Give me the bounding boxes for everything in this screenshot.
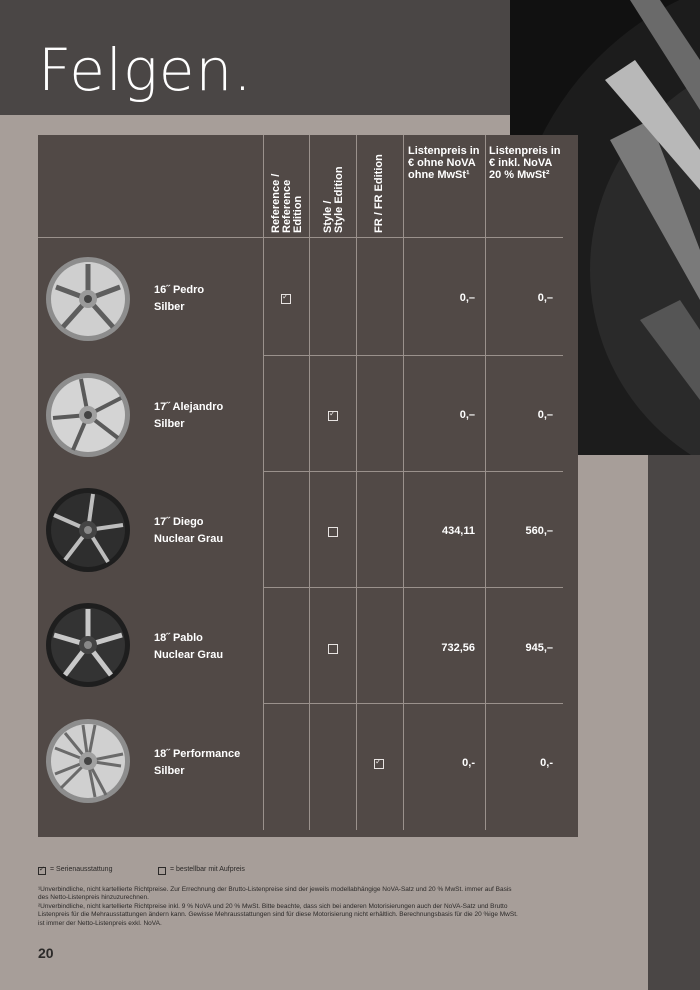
table-row bbox=[38, 238, 578, 355]
wheel-image-alejandro bbox=[43, 370, 133, 460]
rim-name: 16˝ Pedro Silber bbox=[154, 284, 205, 313]
rim-name: 18˝ Pablo Nuclear Grau bbox=[154, 632, 224, 661]
header-fr: FR / FR Edition bbox=[373, 154, 385, 233]
price-net: 0,– bbox=[459, 292, 475, 304]
price-net: 434,11 bbox=[441, 525, 475, 537]
legend-option bbox=[158, 866, 245, 873]
header-reference: Reference / Reference Edition bbox=[270, 173, 304, 233]
footnote: ¹Unverbindliche, nicht kartellierte Richtpreise. Zur Errechnung der Brutto-Listenpreise sind der jeweils modellabhängige NoVA-Satz und 20 % MwSt. immer auf Basis des Netto-Listenpreis hinzuzurechnen. ²Unverbindliche, nicht kartellierte Richtpreise inkl. 9 % NoVA und 20 % MwSt. Bitte beachte, dass sich bei anderen Motorisierungen auch der NoVA-Satz und Brutto Listenpreis für die Mehrausstattungen ändern kann. Gewisse Mehrausstattungen sind für diese Motorisierung nicht erhältlich. Berechnungsbasis für die 20 %ige MwSt. ist immer der Netto-Listenpreis exkl. NoVA. bbox=[38, 886, 518, 927]
legend-serial bbox=[38, 866, 112, 873]
price-net: 0,- bbox=[462, 757, 475, 769]
header-style: Style / Style Edition bbox=[322, 166, 345, 233]
header-price-net: Listenpreis in € ohne NoVA ohne MwSt¹ bbox=[408, 145, 480, 181]
header-price-gross: Listenpreis in € inkl. NoVA 20 % MwSt² bbox=[489, 145, 561, 181]
checkbox-serial bbox=[328, 411, 338, 421]
table-row bbox=[38, 356, 578, 472]
table-row bbox=[38, 704, 578, 830]
page-title: Felgen. bbox=[38, 36, 253, 104]
price-gross: 560,– bbox=[525, 525, 553, 537]
price-gross: 0,- bbox=[540, 757, 553, 769]
table-row bbox=[38, 588, 578, 704]
page-number: 20 bbox=[38, 945, 54, 961]
wheel-image-performance bbox=[43, 716, 133, 806]
price-gross: 0,– bbox=[537, 409, 553, 421]
legend-serial-label: = Serienausstattung bbox=[50, 866, 113, 873]
rims-table bbox=[38, 135, 578, 837]
table-row bbox=[38, 472, 578, 588]
wheel-image-diego bbox=[43, 485, 133, 575]
rim-name: 17˝ Alejandro Silber bbox=[154, 401, 224, 430]
legend-serial-icon bbox=[38, 867, 46, 875]
side-strip bbox=[648, 455, 700, 990]
price-net: 732,56 bbox=[441, 642, 475, 654]
legend-option-label: = bestellbar mit Aufpreis bbox=[170, 866, 245, 873]
checkbox-option bbox=[328, 644, 338, 654]
checkbox-option bbox=[328, 527, 338, 537]
wheel-image-pablo bbox=[43, 600, 133, 690]
price-gross: 945,– bbox=[525, 642, 553, 654]
rim-name: 18˝ Performance Silber bbox=[154, 748, 241, 777]
checkbox-serial bbox=[374, 759, 384, 769]
rim-name: 17˝ Diego Nuclear Grau bbox=[154, 516, 224, 545]
price-gross: 0,– bbox=[537, 292, 553, 304]
wheel-image-pedro bbox=[43, 254, 133, 344]
checkbox-serial bbox=[281, 294, 291, 304]
price-net: 0,– bbox=[459, 409, 475, 421]
legend-option-icon bbox=[158, 867, 166, 875]
